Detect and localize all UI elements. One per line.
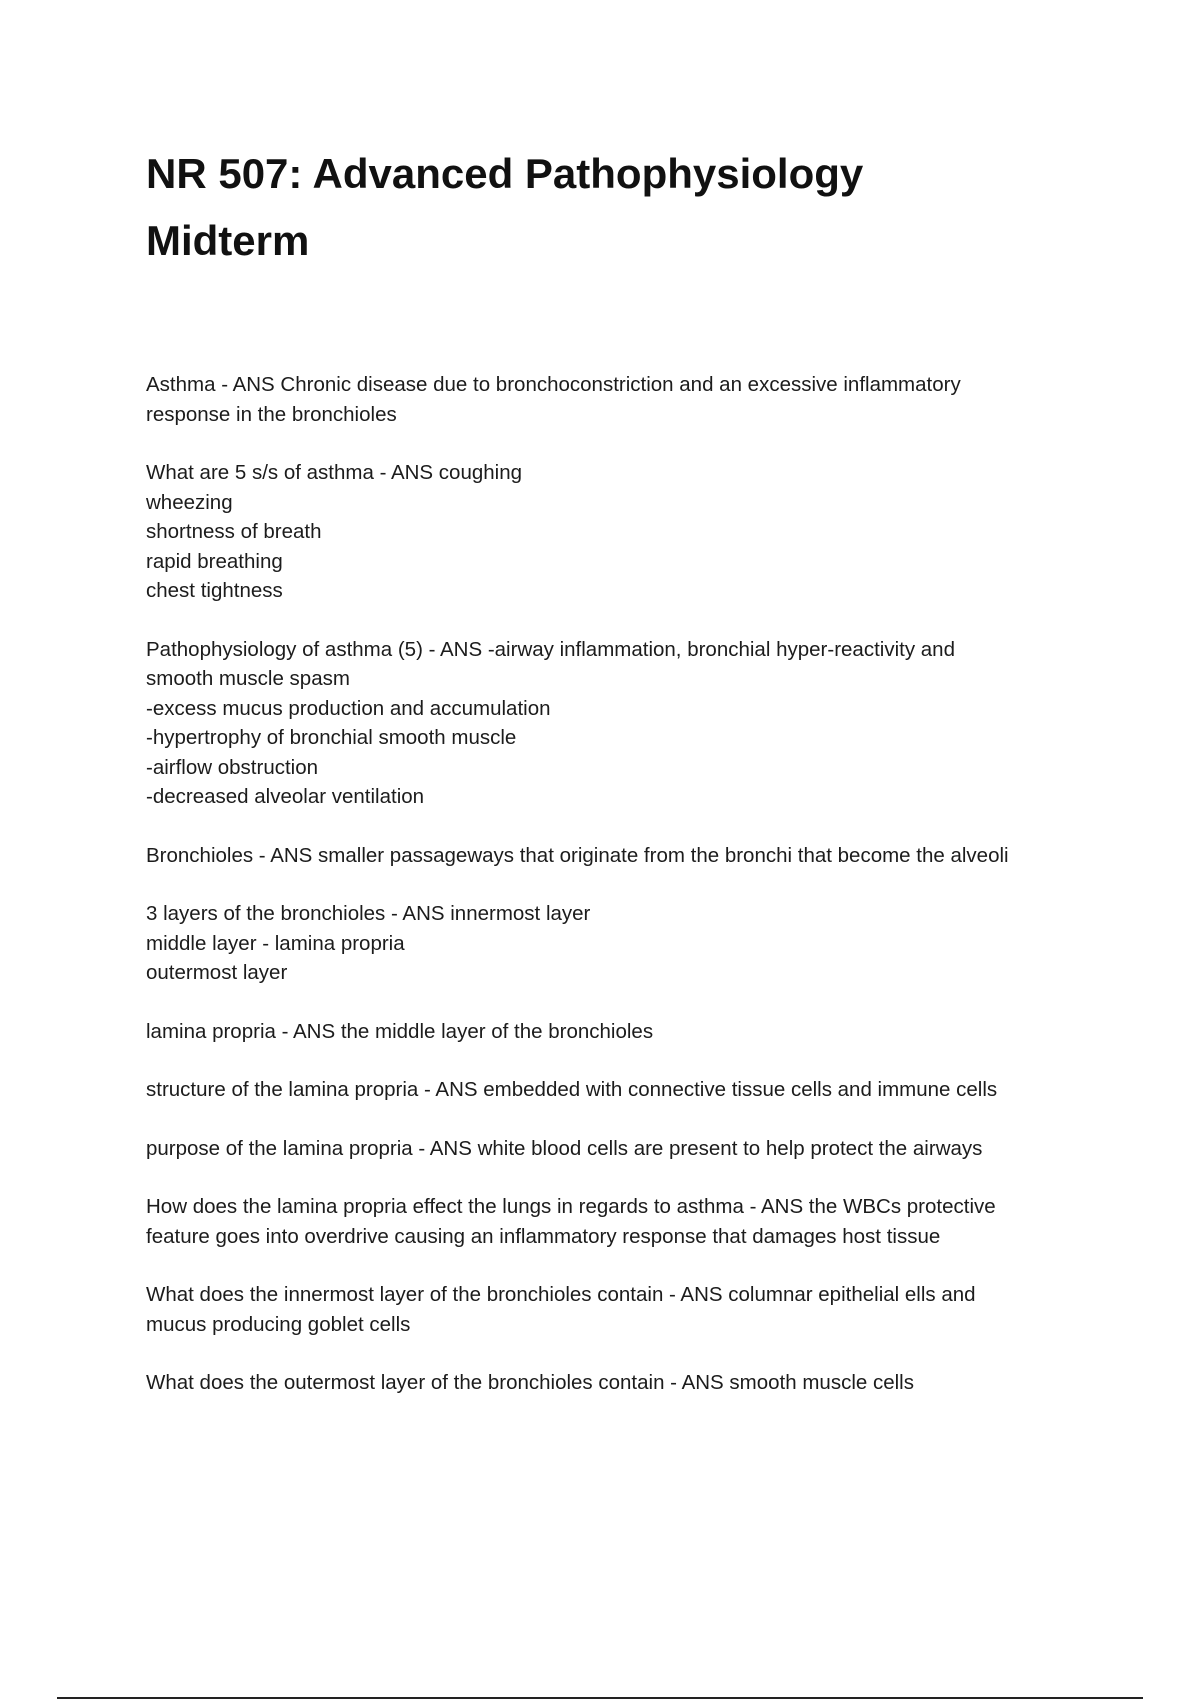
qa-entry-line: Pathophysiology of asthma (5) - ANS -airway inflammation, bronchial hyper-reactivity and: [146, 637, 955, 661]
qa-entry-line: middle layer - lamina propria: [146, 931, 405, 955]
qa-entry-line: purpose of the lamina propria - ANS white blood cells are present to help protect the airways: [146, 1136, 983, 1160]
qa-entry: [146, 370, 1106, 429]
qa-entry-line: Bronchioles - ANS smaller passageways that originate from the bronchi that become the alveoli: [146, 843, 1009, 867]
page-bottom-rule: [57, 1697, 1143, 1699]
qa-entry-line: lamina propria - ANS the middle layer of the bronchioles: [146, 1019, 654, 1043]
qa-entry-line: rapid breathing: [146, 549, 283, 573]
qa-entry-line: What does the outermost layer of the bronchioles contain - ANS smooth muscle cells: [146, 1371, 914, 1394]
qa-entry: [146, 1017, 1106, 1047]
qa-entry-line: structure of the lamina propria - ANS embedded with connective tissue cells and immune cells: [146, 1078, 998, 1101]
qa-entry-line: What does the innermost layer of the bronchioles contain - ANS columnar epithelial ells and: [146, 1283, 976, 1306]
qa-entry-line: outermost layer: [146, 961, 288, 984]
qa-entry: [146, 635, 1106, 812]
qa-entry-line: Asthma - ANS Chronic disease due to bronchoconstriction and an excessive inflammatory: [146, 373, 961, 396]
document-title-line: NR 507: Advanced Pathophysiology: [146, 150, 864, 197]
qa-entry: [146, 1134, 1106, 1164]
qa-entry-line: -decreased alveolar ventilation: [146, 785, 425, 808]
qa-entry-line: What are 5 s/s of asthma - ANS coughing: [146, 461, 523, 484]
qa-entry-line: How does the lamina propria effect the lungs in regards to asthma - ANS the WBCs protective: [146, 1195, 996, 1218]
qa-entry-line: shortness of breath: [146, 520, 322, 543]
qa-entry: [146, 1368, 1106, 1398]
qa-entry-line: smooth muscle spasm: [146, 667, 350, 690]
qa-entry: [146, 1075, 1106, 1105]
document-title: [146, 140, 1046, 274]
qa-entry: [146, 841, 1106, 871]
qa-entry-line: chest tightness: [146, 579, 283, 602]
qa-entry: [146, 899, 1106, 988]
qa-entry-line: -airflow obstruction: [146, 755, 319, 779]
qa-entry-line: 3 layers of the bronchioles - ANS innermost layer: [146, 902, 591, 925]
qa-entry-line: -excess mucus production and accumulation: [146, 696, 551, 720]
qa-list: [146, 370, 1106, 1427]
qa-entry-line: wheezing: [146, 490, 233, 514]
qa-entry-line: response in the bronchioles: [146, 402, 397, 426]
qa-entry: [146, 458, 1106, 606]
document-title-line: Midterm: [146, 217, 310, 264]
qa-entry: [146, 1192, 1106, 1251]
qa-entry-line: mucus producing goblet cells: [146, 1312, 411, 1336]
qa-entry: [146, 1280, 1106, 1339]
qa-entry-line: feature goes into overdrive causing an inflammatory response that damages host tissue: [146, 1224, 941, 1248]
qa-entry-line: -hypertrophy of bronchial smooth muscle: [146, 726, 517, 749]
